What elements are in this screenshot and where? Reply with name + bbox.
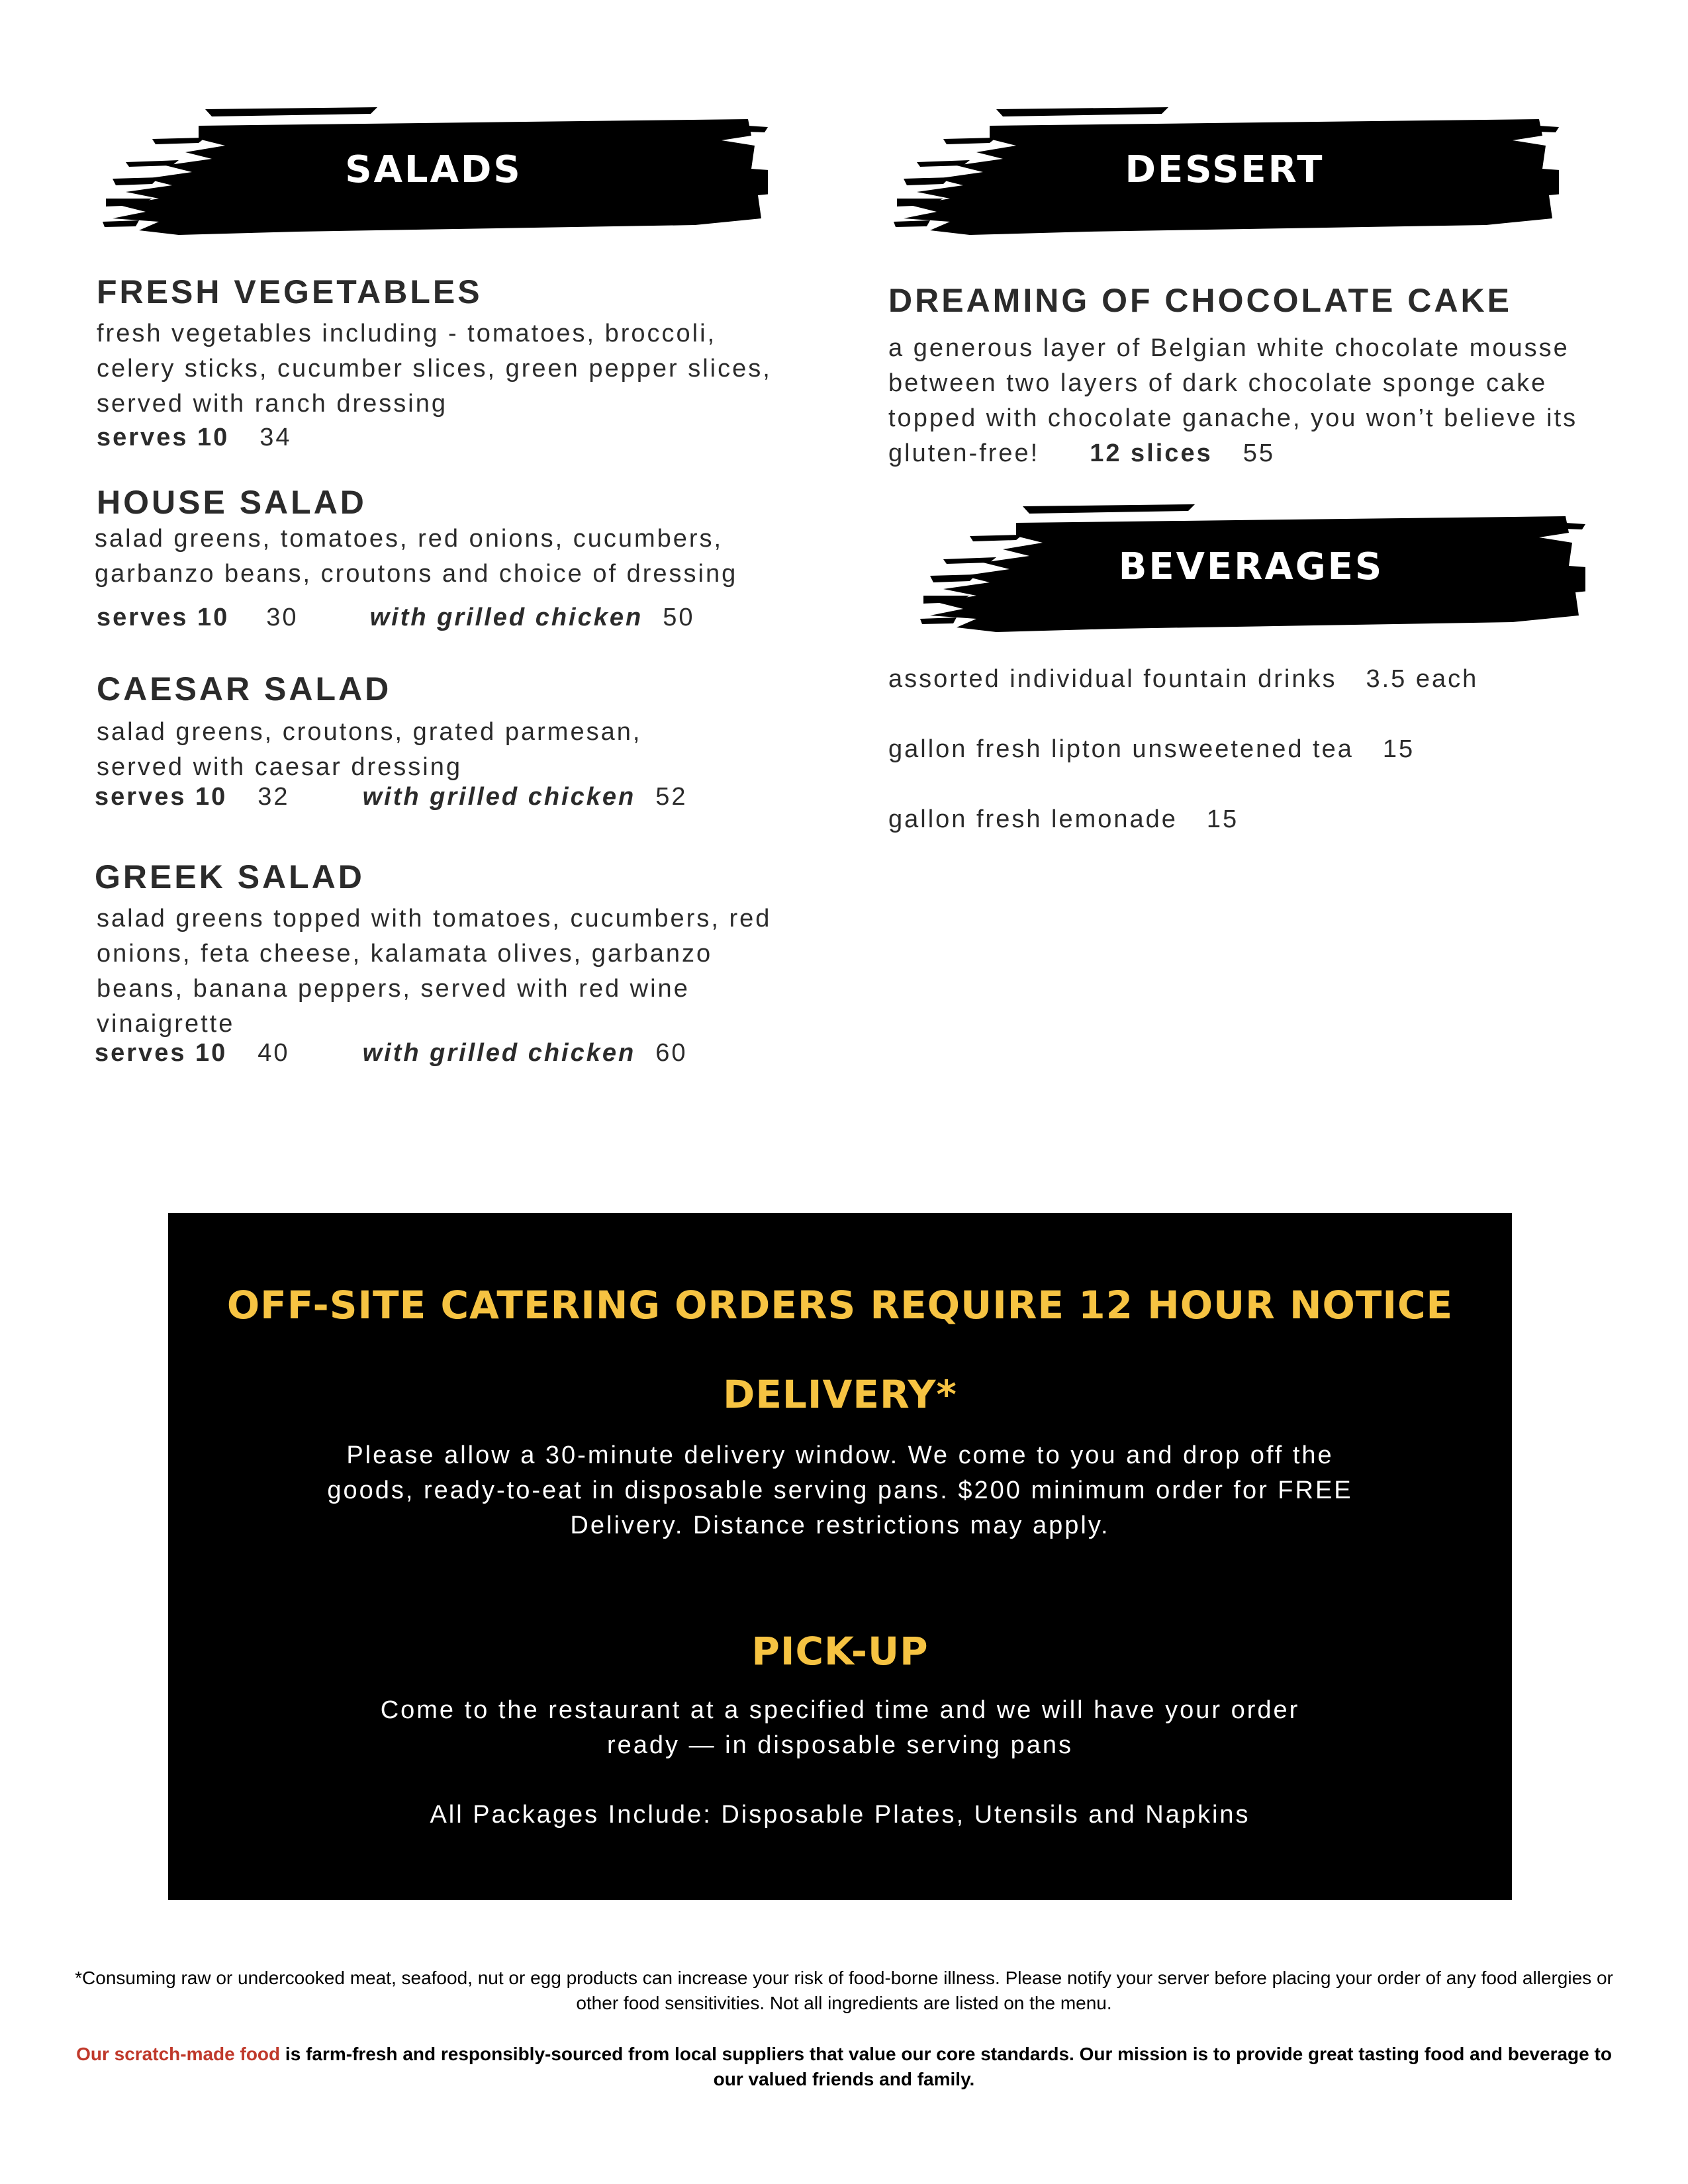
packages-text: All Packages Include: Disposable Plates, Utensils and Napkins bbox=[430, 1801, 1250, 1829]
price: 32 bbox=[258, 783, 290, 811]
price-line: gluten-free! 12 slices 55 bbox=[888, 439, 1275, 467]
item-description: fresh vegetables including - tomatoes, broccoli, celery sticks, cucumber slices, green pepper slices, served with ranch dressing bbox=[97, 320, 772, 418]
mission-highlight: Our scratch-made food bbox=[76, 2044, 281, 2064]
serves-label: serves 10 bbox=[97, 424, 230, 451]
chicken-label: with grilled chicken bbox=[369, 604, 643, 631]
chicken-label: with grilled chicken bbox=[362, 1039, 636, 1067]
dessert-heading: DESSERT bbox=[1125, 148, 1325, 191]
item-title: FRESH VEGETABLES bbox=[97, 273, 483, 310]
price-line bbox=[97, 424, 292, 452]
price-line bbox=[95, 1039, 688, 1068]
item-title: DREAMING OF CHOCOLATE CAKE bbox=[888, 282, 1512, 319]
item-description: a generous layer of Belgian white chocolate mousse between two layers of dark chocolate sponge cake topped with chocolate ganache, you won’t believe its gluten-free! 12 slices 55 bbox=[888, 331, 1577, 471]
mission-statement: Our scratch-made food is farm-fresh and responsibly-sourced from local suppliers that value our core standards. Our mission is to provide great tasting food and beverage to our valued friends and family. bbox=[76, 2044, 1612, 2089]
item-title: GREEK SALAD bbox=[95, 858, 365, 895]
beverage-price: 15 bbox=[1382, 735, 1415, 763]
beverage-name: gallon fresh lipton unsweetened tea bbox=[888, 735, 1354, 763]
catering-notice-box bbox=[168, 1213, 1512, 1900]
beverage-item bbox=[888, 805, 1239, 834]
item-description: salad greens, croutons, grated parmesan, served with caesar dressing bbox=[97, 718, 642, 781]
salads-heading: SALADS bbox=[345, 148, 522, 191]
serves-label: serves 10 bbox=[95, 783, 228, 811]
salads-banner bbox=[99, 99, 768, 238]
serves-label: serves 10 bbox=[97, 604, 230, 631]
item-title: HOUSE SALAD bbox=[97, 484, 367, 521]
price-line bbox=[95, 783, 688, 811]
item-title: CAESAR SALAD bbox=[97, 670, 392, 707]
chicken-label: with grilled chicken bbox=[362, 783, 636, 811]
pickup-text: Come to the restaurant at a specified time and we will have your order ready — in disposable serving pans bbox=[380, 1696, 1300, 1759]
chicken-price: 60 bbox=[655, 1039, 688, 1067]
beverage-item bbox=[888, 735, 1415, 764]
chicken-price: 50 bbox=[663, 604, 695, 631]
beverage-price: 3.5 each bbox=[1366, 665, 1479, 693]
price: 34 bbox=[259, 424, 292, 451]
price-line bbox=[97, 604, 695, 632]
beverages-heading: BEVERAGES bbox=[1118, 545, 1384, 588]
chicken-price: 52 bbox=[655, 783, 688, 811]
beverage-name: assorted individual fountain drinks bbox=[888, 665, 1337, 693]
price: 55 bbox=[1243, 439, 1275, 467]
beverage-item bbox=[888, 665, 1478, 694]
delivery-heading: DELIVERY* bbox=[723, 1372, 957, 1417]
beverages-banner bbox=[917, 496, 1585, 635]
item-description: salad greens topped with tomatoes, cucumbers, red onions, feta cheese, kalamata olives, garbanzo beans, banana peppers, served with red wine vinaigrette bbox=[97, 905, 772, 1038]
delivery-text: Please allow a 30-minute delivery window. We come to you and drop off the goods, ready-to-eat in disposable serving pans. $200 minimum order for FREE Delivery. Distance restrictions may apply. bbox=[327, 1441, 1353, 1539]
item-description: salad greens, tomatoes, red onions, cucumbers, garbanzo beans, croutons and choice of dressing bbox=[95, 525, 738, 588]
allergy-disclaimer: *Consuming raw or undercooked meat, seafood, nut or egg products can increase your risk of food-borne illness. Please notify your server before placing your order of any food allergies or other food sensitivities. Not all ingredients are listed on the menu. bbox=[75, 1968, 1613, 2013]
notice-headline: OFF-SITE CATERING ORDERS REQUIRE 12 HOUR NOTICE bbox=[226, 1283, 1454, 1328]
price: 40 bbox=[258, 1039, 290, 1067]
dessert-banner bbox=[890, 99, 1559, 238]
serves-label: serves 10 bbox=[95, 1039, 228, 1067]
beverage-price: 15 bbox=[1206, 805, 1239, 833]
serves-label: 12 slices bbox=[1090, 439, 1213, 467]
pickup-heading: PICK-UP bbox=[751, 1629, 929, 1674]
beverage-name: gallon fresh lemonade bbox=[888, 805, 1178, 833]
price: 30 bbox=[266, 604, 299, 631]
